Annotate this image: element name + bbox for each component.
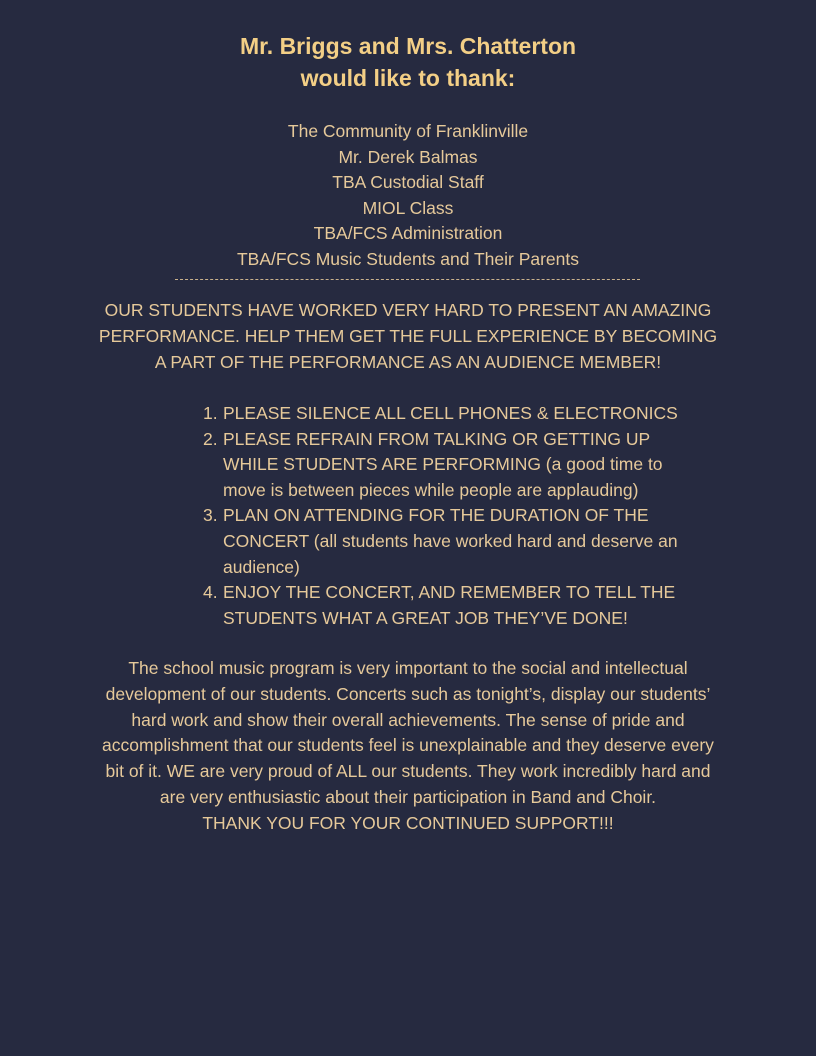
thank-you-item: Mr. Derek Balmas	[338, 146, 478, 167]
rule-item	[203, 503, 703, 580]
rule-number: 1.	[203, 403, 218, 423]
thank-you-list	[0, 119, 816, 273]
thank-you-item: The Community of Franklinville	[287, 121, 529, 141]
title-line-1: Mr. Briggs and Mrs. Chatterton	[239, 33, 577, 59]
page-title	[0, 30, 816, 94]
audience-intro: OUR STUDENTS HAVE WORKED VERY HARD TO PRESENT AN AMAZING PERFORMANCE. HELP THEM GET THE FULL EXPERIENCE BY BECOMING A PART OF THE PERFORMANCE AS AN AUDIENCE MEMBER!	[98, 300, 718, 372]
rule-text: PLEASE REFRAIN FROM TALKING OR GETTING UP WHILE STUDENTS ARE PERFORMING (a good time to move is between pieces while people are applauding)	[223, 428, 663, 500]
thank-you-item: MIOL Class	[362, 197, 454, 218]
title-line-2: would like to thank:	[300, 65, 516, 91]
rule-item	[203, 427, 703, 504]
closing-thank-you: THANK YOU FOR YOUR CONTINUED SUPPORT!!!	[202, 812, 614, 833]
rule-text: PLAN ON ATTENDING FOR THE DURATION OF THE CONCERT (all students have worked hard and deserve an audience)	[223, 505, 678, 577]
rule-item	[203, 580, 703, 631]
rule-number: 3.	[203, 505, 218, 526]
thank-you-item: TBA/FCS Administration	[313, 223, 503, 244]
rule-text: ENJOY THE CONCERT, AND REMEMBER TO TELL THE STUDENTS WHAT A GREAT JOB THEY’VE DONE!	[223, 582, 676, 628]
thank-you-item: TBA/FCS Music Students and Their Parents	[236, 248, 580, 269]
dashed-divider	[175, 279, 640, 280]
rule-item	[203, 401, 703, 427]
rule-number: 4.	[203, 582, 218, 603]
audience-rules-list	[203, 401, 703, 631]
rule-number: 2.	[203, 428, 218, 449]
closing-section	[95, 656, 721, 837]
closing-paragraph: The school music program is very important to the social and intellectual development of our students. Concerts such as tonight’s, display our students’ hard work and show their overall achievements. The sense of pride and accomplishment that our students feel is unexplainable and they deserve every bit of it. WE are very proud of ALL our students. They work incredibly hard and are very enthusiastic about their participation in Band and Choir.	[102, 658, 714, 807]
rule-text: PLEASE SILENCE ALL CELL PHONES & ELECTRONICS	[223, 403, 678, 423]
thank-you-item: TBA Custodial Staff	[332, 172, 484, 193]
